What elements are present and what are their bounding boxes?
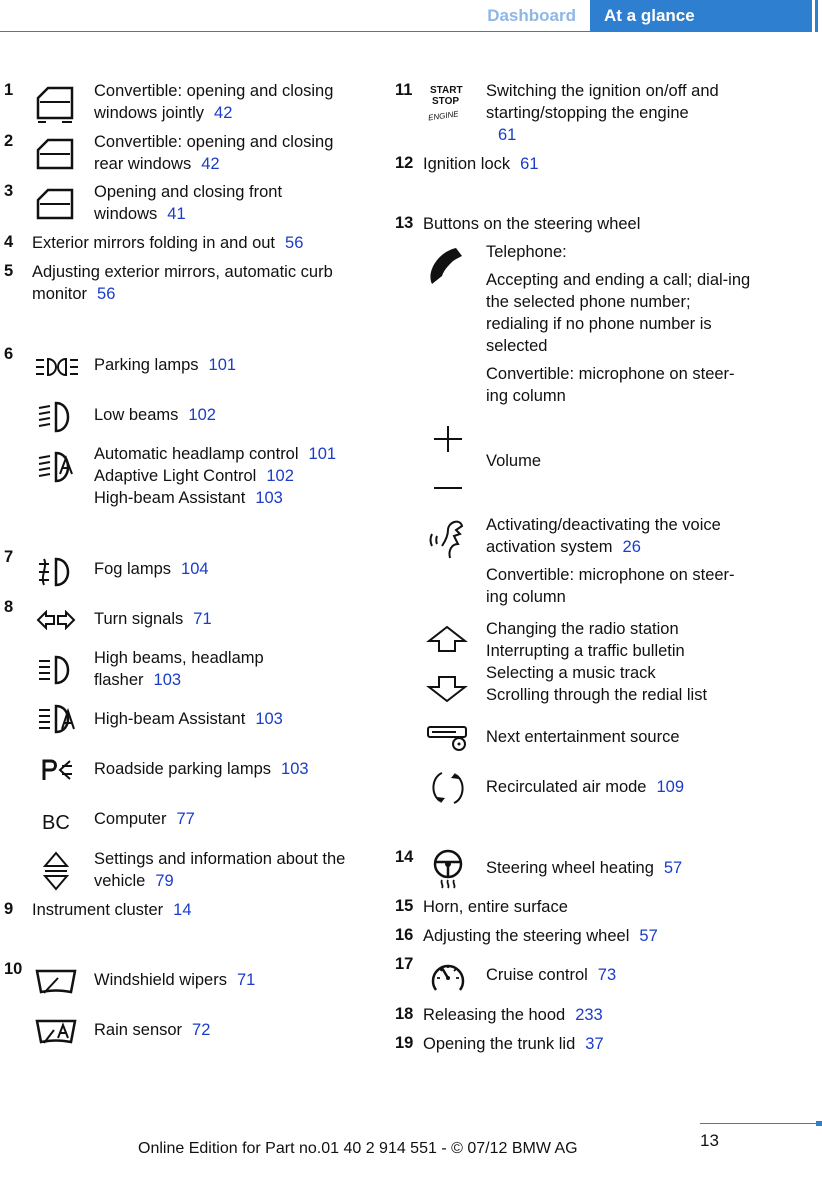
page-ref-link[interactable]: 103	[255, 489, 283, 507]
start-label: START	[430, 85, 463, 96]
item-text: Recirculated air mode 109	[486, 778, 685, 796]
item-text: Turn signals 71	[94, 610, 212, 628]
page-ref-link[interactable]: 103	[281, 760, 309, 778]
item-number: 16	[395, 926, 414, 944]
item-text: Roadside parking lamps 103	[94, 760, 309, 778]
page-ref-link[interactable]: 42	[214, 104, 233, 122]
item-text: Settings and information about the vehicle 79	[94, 850, 346, 890]
item-number: 19	[395, 1034, 414, 1052]
item-number: 11	[395, 81, 413, 99]
footer-rule-end	[816, 1121, 822, 1126]
page-ref-link[interactable]: 56	[285, 234, 304, 252]
item-number: 7	[4, 548, 14, 566]
front-window-icon	[34, 186, 76, 222]
footer-edition: Online Edition for Part no.01 40 2 914 551 - © 07/12 BMW AG	[138, 1140, 578, 1157]
item-text: Parking lamps 101	[94, 356, 237, 374]
parking-lamps-icon	[34, 356, 80, 378]
item-text: Fog lamps 104	[94, 560, 209, 578]
item-text: Convertible: microphone on steer-ing column	[486, 365, 735, 405]
item-text: Cruise control 73	[486, 966, 617, 984]
settings-up-down-icon	[42, 850, 70, 892]
item-number: 18	[395, 1005, 414, 1023]
item-text: Instrument cluster 14	[32, 901, 192, 919]
page-ref-link[interactable]: 233	[575, 1006, 603, 1024]
page-ref-link[interactable]: 61	[498, 126, 517, 144]
plus-icon[interactable]	[432, 425, 464, 453]
item-number: 13	[395, 214, 414, 232]
item-text: Horn, entire surface	[423, 898, 568, 916]
computer-bc-icon	[42, 810, 74, 832]
steering-heating-icon[interactable]	[430, 848, 466, 890]
item-text: Opening the trunk lid 37	[423, 1035, 604, 1053]
rear-window-icon	[34, 136, 76, 172]
item-text: Ignition lock 61	[423, 155, 539, 173]
rain-sensor-icon	[34, 1016, 78, 1048]
roadside-parking-icon	[40, 758, 76, 782]
item-number: 10	[4, 960, 23, 978]
page-ref-link[interactable]: 56	[97, 285, 116, 303]
page-ref-link[interactable]: 41	[167, 205, 186, 223]
stop-label: STOP	[432, 96, 460, 107]
item-number: 9	[4, 900, 14, 918]
telephone-icon	[426, 244, 468, 288]
page-ref-link[interactable]: 109	[656, 778, 685, 796]
start-stop-icon	[426, 82, 470, 126]
footer-rule	[700, 1123, 816, 1124]
engine-label: ENGINE	[427, 109, 460, 123]
page-ref-link[interactable]: 103	[153, 671, 182, 689]
svg-text:BC: BC	[42, 812, 70, 832]
windshield-wipers-icon	[34, 966, 78, 998]
page-ref-link[interactable]: 104	[181, 560, 209, 578]
cruise-control-icon[interactable]	[428, 956, 468, 996]
page-ref-link[interactable]: 103	[255, 710, 283, 728]
page-ref-link[interactable]: 101	[208, 356, 237, 374]
item-text: Convertible: opening and closing windows jointly 42	[94, 82, 334, 122]
item-text: Telephone:	[486, 243, 567, 261]
fog-lamps-icon	[36, 556, 80, 588]
item-text: Computer 77	[94, 810, 195, 828]
page-ref-link[interactable]: 77	[176, 810, 195, 828]
page-ref-link[interactable]: 57	[639, 927, 658, 945]
page-ref-link[interactable]: 73	[597, 966, 617, 984]
item-text: High-beam Assistant 103	[94, 710, 283, 728]
item-number: 5	[4, 262, 14, 280]
page-ref-link[interactable]: 79	[155, 872, 174, 890]
entertainment-source-icon[interactable]	[426, 724, 470, 752]
page-ref-link[interactable]: 101	[308, 445, 337, 463]
item-text: Automatic headlamp control 101 Adaptive Light Control 102 High-beam Assistant 103	[94, 445, 337, 507]
turn-signals-icon	[36, 610, 76, 630]
page-ref-link[interactable]: 42	[201, 155, 220, 173]
item-text: Rain sensor 72	[94, 1021, 211, 1039]
item-text: Low beams 102	[94, 406, 216, 424]
item-text: Opening and closing front windows 41	[94, 183, 283, 223]
item-number: 1	[4, 81, 14, 99]
page-number: 13	[700, 1131, 719, 1150]
page-ref-link[interactable]: 26	[622, 538, 641, 556]
page-ref-link[interactable]: 37	[585, 1035, 604, 1053]
header-divider	[0, 31, 812, 32]
page-ref-link[interactable]: 57	[663, 859, 683, 877]
item-number: 8	[4, 598, 14, 616]
item-text: Convertible: microphone on steer-ing column	[486, 566, 735, 606]
item-text: Switching the ignition on/off and starting/stopping the engine 61	[486, 82, 719, 144]
item-text: Exterior mirrors folding in and out 56	[32, 234, 304, 252]
item-number: 17	[395, 955, 414, 973]
item-text: Accepting and ending a call; dial-ing the selected phone number; redialing if no phone number is selected	[486, 271, 751, 355]
window-jointly-icon	[34, 84, 76, 124]
page-ref-link[interactable]: 14	[173, 901, 192, 919]
header-accent-bar	[815, 0, 818, 32]
voice-activation-icon	[428, 516, 468, 560]
page-ref-link[interactable]: 102	[266, 467, 294, 485]
item-text: Next entertainment source	[486, 728, 680, 746]
minus-icon[interactable]	[432, 486, 464, 490]
item-text: High beams, headlamp flasher 103	[94, 649, 264, 689]
item-number: 6	[4, 345, 14, 363]
item-text: Volume	[486, 452, 542, 470]
arrow-down-icon[interactable]	[426, 674, 468, 704]
item-number: 3	[4, 182, 14, 200]
page-ref-link[interactable]: 71	[193, 610, 212, 628]
arrow-up-icon[interactable]	[426, 624, 468, 654]
recirculated-air-icon[interactable]	[428, 768, 468, 808]
item-number: 4	[4, 233, 14, 251]
item-text: Changing the radio station Interrupting a traffic bulletin Selecting a music track Scrolling through the redial list	[486, 620, 708, 704]
section-tab-dashboard[interactable]: Dashboard	[487, 6, 576, 25]
auto-headlamp-icon	[36, 450, 80, 486]
page-ref-link[interactable]: 72	[192, 1021, 211, 1039]
page-ref-link[interactable]: 61	[520, 155, 539, 173]
item-number: 2	[4, 132, 14, 150]
item-text: Windshield wipers 71	[94, 971, 256, 989]
high-beams-icon	[36, 654, 80, 686]
low-beams-icon	[36, 400, 80, 434]
item-text: Activating/deactivating the voice activation system 26	[486, 516, 721, 556]
item-text: Releasing the hood 233	[423, 1006, 603, 1024]
item-text: Buttons on the steering wheel	[423, 215, 641, 233]
item-text: Adjusting the steering wheel 57	[423, 927, 658, 945]
item-text: Adjusting exterior mirrors, automatic curb monitor 56	[32, 263, 333, 303]
section-tab-at-a-glance[interactable]: At a glance	[590, 0, 812, 32]
item-number: 15	[395, 897, 414, 915]
item-text: Convertible: opening and closing rear windows 42	[94, 133, 334, 173]
item-number: 12	[395, 154, 414, 172]
page-ref-link[interactable]: 102	[188, 406, 216, 424]
high-beam-assistant-icon	[36, 703, 82, 737]
item-number: 14	[395, 848, 414, 866]
page-ref-link[interactable]: 71	[236, 971, 256, 989]
item-text: Steering wheel heating 57	[486, 859, 683, 877]
